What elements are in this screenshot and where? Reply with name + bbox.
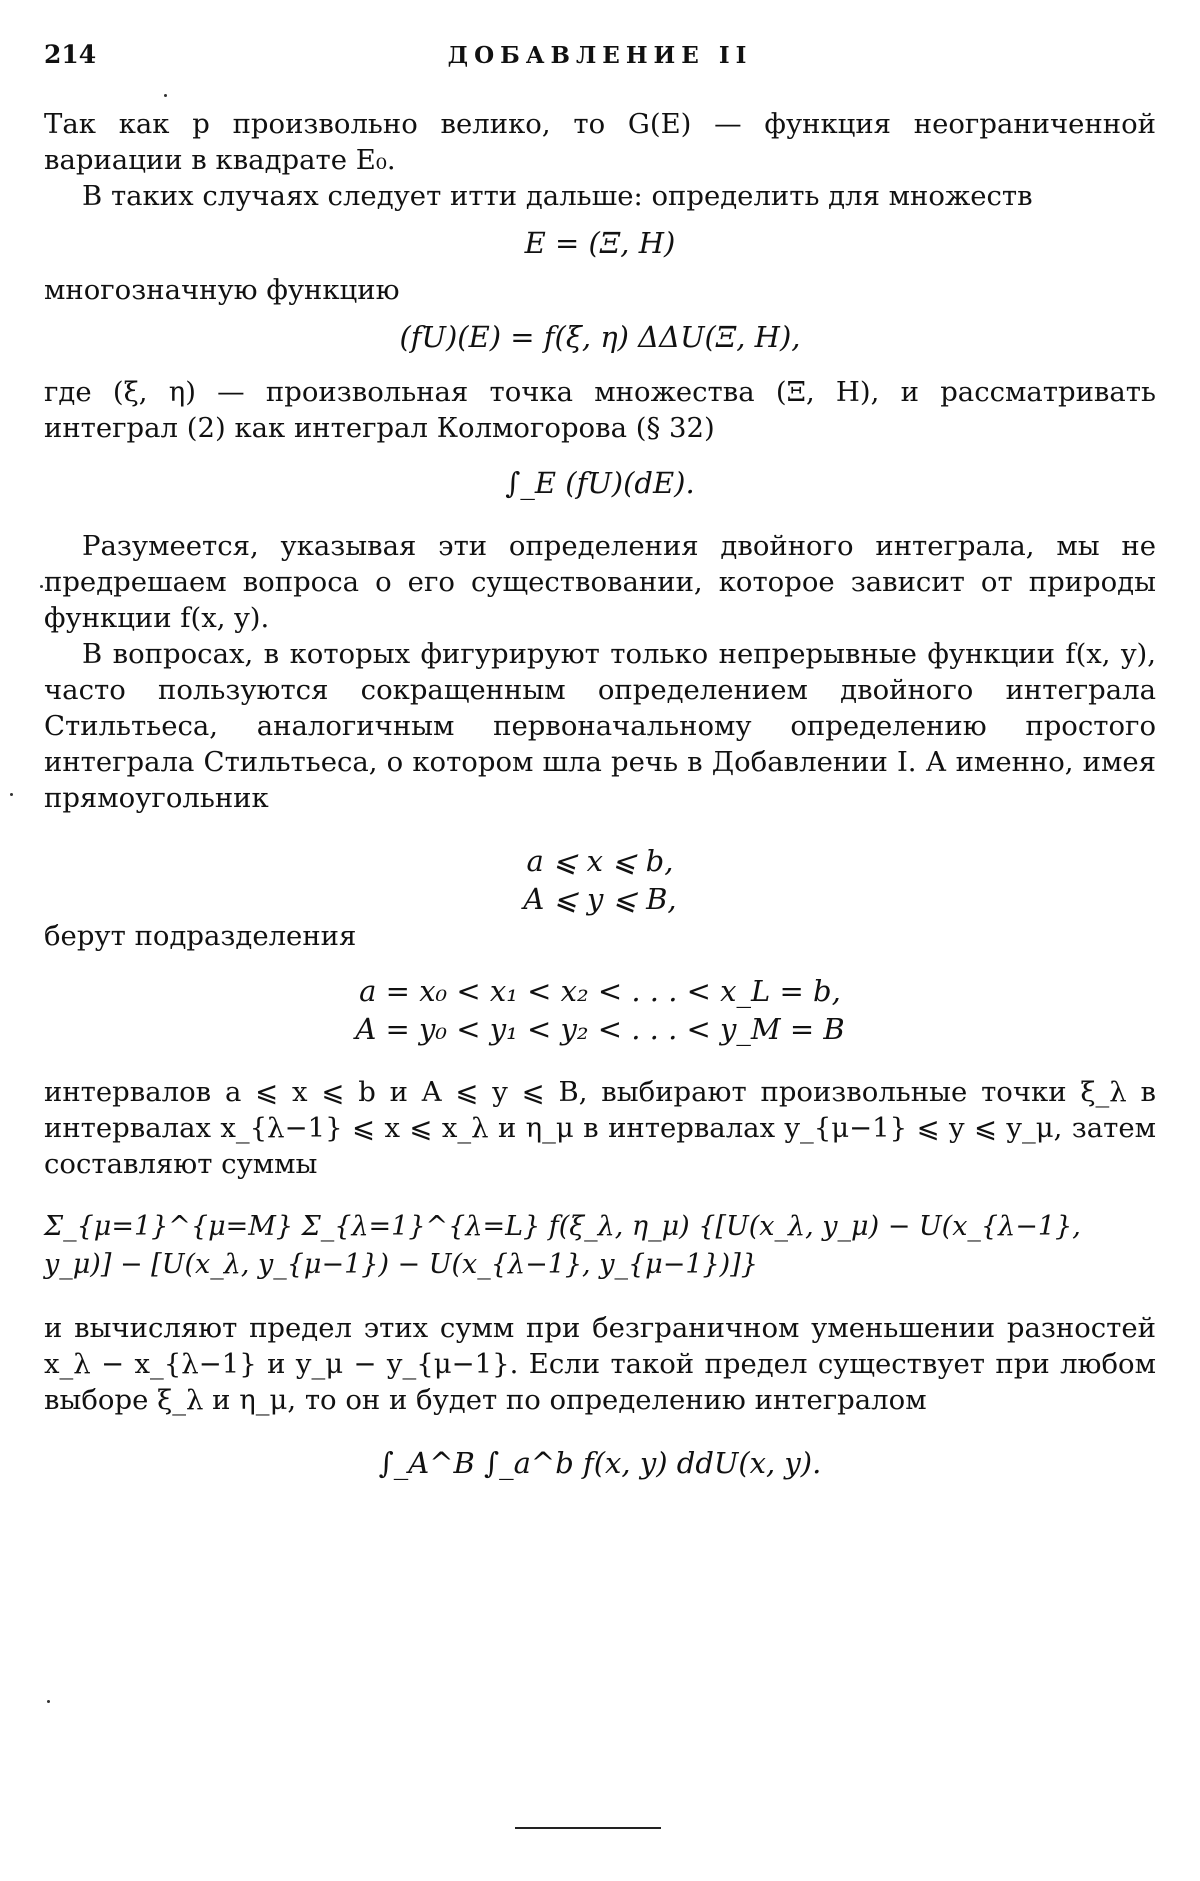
paragraph: В таких случаях следует итти дальше: определить для множеств — [82, 180, 1033, 212]
formula-line: a = x₀ < x₁ < x₂ < . . . < x_L = b, — [359, 974, 841, 1008]
scan-speck — [40, 585, 43, 588]
formula-line: A ⩽ y ⩽ B, — [523, 882, 677, 916]
formula-line: A = y₀ < y₁ < y₂ < . . . < y_M = B — [355, 1012, 845, 1046]
end-rule — [515, 1827, 661, 1829]
paragraph: и вычисляют предел этих сумм при безграничном уменьшении разностей x_λ − x_{λ−1} и y_μ − y_{μ−1}. Если такой предел существует при любом выборе ξ_λ и η_μ, то он и будет по определению интегралом — [44, 1312, 1156, 1416]
formula-line: a ⩽ x ⩽ b, — [526, 844, 674, 878]
scan-speck — [47, 1700, 50, 1703]
paragraph: где (ξ, η) — произвольная точка множества (Ξ, Η), и рассматривать интеграл (2) как интеграл Колмогорова (§ 32) — [44, 376, 1156, 444]
formula: ∫_E (fU)(dE). — [505, 466, 695, 500]
scan-speck — [10, 793, 13, 796]
text-body — [44, 106, 1156, 1482]
formula: (fU)(E) = f(ξ, η) ΔΔU(Ξ, Η), — [399, 320, 801, 354]
formula: E = (Ξ, Η) — [524, 226, 676, 260]
paragraph: многозначную функцию — [44, 274, 400, 306]
page-header — [44, 40, 1156, 80]
paragraph: берут подразделения — [44, 920, 357, 952]
running-head: ДОБАВЛЕНИЕ II — [447, 42, 753, 69]
paragraph: Так как p произвольно велико, то G(E) — функция неограниченной вариации в квадрате E₀. — [44, 108, 1156, 176]
formula-block — [44, 972, 1156, 1048]
formula-block — [44, 842, 1156, 918]
formula: ∫_A^B ∫_a^b f(x, y) ddU(x, y). — [378, 1446, 822, 1480]
paragraph: интервалов a ⩽ x ⩽ b и A ⩽ y ⩽ B, выбирают произвольные точки ξ_λ в интервалах x_{λ−1} ⩽ x ⩽ x_λ и η_μ в интервалах y_{μ−1} ⩽ y ⩽ y_μ, затем составляют суммы — [44, 1076, 1156, 1180]
page-number: 214 — [44, 40, 97, 69]
paragraph: В вопросах, в которых фигурируют только непрерывные функции f(x, y), часто пользуются сокращенным определением двойного интеграла Стильтьеса, аналогичным первоначальному определению простого интеграла Стильтьеса, о котором шла речь в Добавлении I. А именно, имея прямоугольник — [44, 638, 1156, 814]
formula: Σ_{μ=1}^{μ=M} Σ_{λ=1}^{λ=L} f(ξ_λ, η_μ) {[U(x_λ, y_μ) − U(x_{λ−1}, y_μ)] − [U(x_λ, y_{μ−1}) − U(x_{λ−1}, y_{μ−1})]} — [44, 1211, 1081, 1280]
scan-speck — [164, 94, 167, 97]
paragraph: Разумеется, указывая эти определения двойного интеграла, мы не предрешаем вопроса о его существовании, которое зависит от природы функции f(x, y). — [44, 530, 1156, 634]
